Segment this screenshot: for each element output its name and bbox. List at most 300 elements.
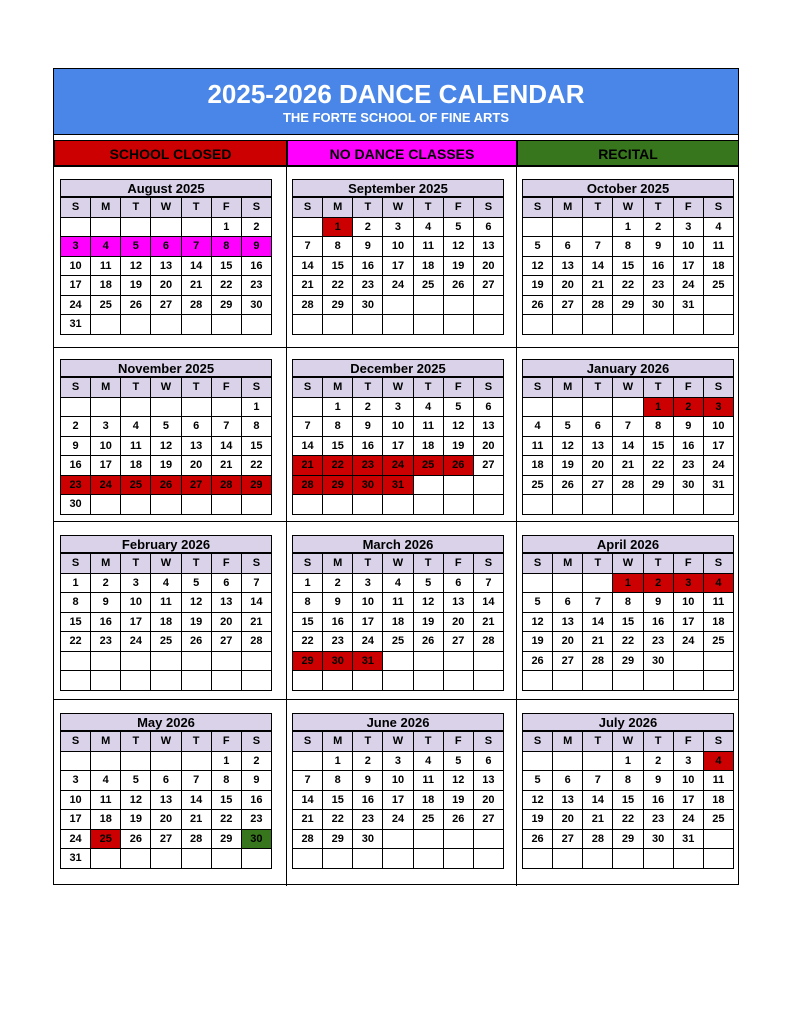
week-row	[61, 237, 272, 257]
day-cell: 13	[473, 417, 503, 437]
day-cell: 5	[151, 417, 181, 437]
day-cell: 30	[353, 295, 383, 315]
week-row	[523, 276, 734, 296]
day-cell: 10	[353, 593, 383, 613]
calendar-header	[54, 69, 738, 135]
empty-day-cell	[643, 495, 673, 515]
day-cell: 13	[443, 593, 473, 613]
day-cell: 4	[151, 573, 181, 593]
day-cell: 29	[323, 829, 353, 849]
day-cell: 19	[151, 456, 181, 476]
day-cell: 7	[211, 417, 241, 437]
month-grid	[292, 553, 504, 691]
weekday-header-row	[523, 378, 734, 398]
week-row	[293, 771, 504, 791]
empty-day-cell	[613, 397, 643, 417]
day-cell: 9	[643, 237, 673, 257]
week-row	[523, 671, 734, 691]
day-cell: 28	[241, 632, 271, 652]
empty-day-cell	[241, 671, 271, 691]
empty-day-cell	[353, 849, 383, 869]
empty-day-cell	[91, 495, 121, 515]
day-cell: 5	[121, 771, 151, 791]
week-row	[523, 436, 734, 456]
empty-day-cell	[583, 397, 613, 417]
day-cell: 2	[353, 397, 383, 417]
day-cell: 12	[151, 436, 181, 456]
empty-day-cell	[323, 849, 353, 869]
day-cell: 24	[703, 456, 733, 476]
legend-recital: RECITAL	[517, 140, 739, 166]
day-cell: 26	[443, 810, 473, 830]
day-cell: 23	[323, 632, 353, 652]
empty-day-cell	[413, 475, 443, 495]
empty-day-cell	[181, 397, 211, 417]
day-cell: 25	[523, 475, 553, 495]
empty-day-cell	[703, 315, 733, 335]
weekday-label: T	[121, 554, 151, 574]
empty-day-cell	[293, 397, 323, 417]
day-cell: 9	[241, 237, 271, 257]
empty-day-cell	[553, 397, 583, 417]
weekday-header-row	[293, 732, 504, 752]
day-cell: 8	[613, 593, 643, 613]
empty-day-cell	[413, 495, 443, 515]
empty-day-cell	[473, 295, 503, 315]
day-cell: 3	[383, 751, 413, 771]
day-cell: 2	[61, 417, 91, 437]
day-cell: 6	[151, 237, 181, 257]
weekday-label: T	[583, 198, 613, 218]
month-title: June 2026	[292, 713, 504, 731]
day-cell: 29	[211, 295, 241, 315]
day-cell: 1	[323, 217, 353, 237]
week-row	[293, 849, 504, 869]
weekday-label: S	[241, 198, 271, 218]
weekday-label: F	[673, 198, 703, 218]
weekday-label: S	[293, 732, 323, 752]
day-cell: 7	[613, 417, 643, 437]
empty-day-cell	[643, 849, 673, 869]
empty-day-cell	[473, 651, 503, 671]
empty-day-cell	[553, 217, 583, 237]
day-cell: 15	[211, 790, 241, 810]
weekday-label: T	[643, 198, 673, 218]
day-cell: 12	[413, 593, 443, 613]
day-cell: 18	[703, 256, 733, 276]
day-cell: 5	[553, 417, 583, 437]
month-grid	[292, 197, 504, 335]
month-calendar	[60, 713, 272, 869]
empty-day-cell	[353, 315, 383, 335]
weekday-header-row	[523, 198, 734, 218]
day-cell: 25	[413, 276, 443, 296]
empty-day-cell	[241, 651, 271, 671]
empty-day-cell	[523, 751, 553, 771]
day-cell: 12	[181, 593, 211, 613]
empty-day-cell	[613, 671, 643, 691]
week-row	[523, 315, 734, 335]
month-calendar	[522, 535, 734, 691]
empty-day-cell	[613, 495, 643, 515]
day-cell: 28	[211, 475, 241, 495]
weekday-label: M	[91, 198, 121, 218]
day-cell: 26	[443, 456, 473, 476]
day-cell: 18	[91, 276, 121, 296]
empty-day-cell	[121, 397, 151, 417]
day-cell: 13	[473, 237, 503, 257]
empty-day-cell	[643, 671, 673, 691]
week-row	[61, 276, 272, 296]
empty-day-cell	[91, 849, 121, 869]
day-cell: 30	[643, 651, 673, 671]
empty-day-cell	[293, 751, 323, 771]
empty-day-cell	[61, 217, 91, 237]
day-cell: 30	[353, 829, 383, 849]
day-cell: 26	[443, 276, 473, 296]
weekday-label: S	[241, 732, 271, 752]
empty-day-cell	[211, 849, 241, 869]
day-cell: 28	[583, 651, 613, 671]
empty-day-cell	[673, 495, 703, 515]
empty-day-cell	[443, 829, 473, 849]
weekday-label: W	[383, 378, 413, 398]
day-cell: 20	[473, 256, 503, 276]
day-cell: 9	[673, 417, 703, 437]
day-cell: 19	[121, 276, 151, 296]
day-cell: 14	[613, 436, 643, 456]
weekday-label: W	[383, 198, 413, 218]
day-cell: 21	[181, 810, 211, 830]
day-cell: 22	[323, 810, 353, 830]
day-cell: 5	[523, 593, 553, 613]
day-cell: 3	[383, 217, 413, 237]
day-cell: 29	[613, 829, 643, 849]
day-cell: 8	[643, 417, 673, 437]
week-row	[523, 612, 734, 632]
day-cell: 1	[613, 573, 643, 593]
weekday-label: S	[473, 198, 503, 218]
day-cell: 8	[613, 237, 643, 257]
week-row	[61, 573, 272, 593]
day-cell: 12	[121, 790, 151, 810]
day-cell: 17	[383, 436, 413, 456]
week-row	[523, 295, 734, 315]
day-cell: 9	[241, 771, 271, 791]
empty-day-cell	[643, 315, 673, 335]
weekday-label: S	[61, 198, 91, 218]
month-title: October 2025	[522, 179, 734, 197]
day-cell: 24	[673, 276, 703, 296]
day-cell: 15	[643, 436, 673, 456]
week-row	[293, 573, 504, 593]
week-row	[61, 475, 272, 495]
day-cell: 16	[241, 790, 271, 810]
day-cell: 5	[443, 751, 473, 771]
day-cell: 25	[703, 632, 733, 652]
weekday-label: M	[323, 732, 353, 752]
day-cell: 3	[61, 237, 91, 257]
empty-day-cell	[443, 671, 473, 691]
day-cell: 18	[703, 790, 733, 810]
weekday-label: T	[413, 732, 443, 752]
day-cell: 9	[643, 593, 673, 613]
empty-day-cell	[211, 651, 241, 671]
weekday-label: S	[523, 554, 553, 574]
day-cell: 23	[643, 276, 673, 296]
weekday-label: T	[181, 378, 211, 398]
day-cell: 19	[553, 456, 583, 476]
weekday-label: T	[413, 198, 443, 218]
week-row	[523, 237, 734, 257]
day-cell: 25	[383, 632, 413, 652]
day-cell: 4	[413, 217, 443, 237]
legend-school-closed: SCHOOL CLOSED	[54, 140, 287, 166]
week-row	[293, 632, 504, 652]
day-cell: 1	[61, 573, 91, 593]
week-row	[293, 475, 504, 495]
weekday-label: T	[181, 198, 211, 218]
day-cell: 3	[383, 397, 413, 417]
day-cell: 5	[523, 771, 553, 791]
week-row	[293, 276, 504, 296]
weekday-label: T	[121, 378, 151, 398]
day-cell: 22	[241, 456, 271, 476]
week-row	[61, 810, 272, 830]
day-cell: 12	[523, 612, 553, 632]
empty-day-cell	[583, 217, 613, 237]
day-cell: 21	[293, 276, 323, 296]
weekday-label: W	[613, 378, 643, 398]
day-cell: 4	[703, 217, 733, 237]
day-cell: 17	[673, 256, 703, 276]
weekday-label: W	[613, 198, 643, 218]
empty-day-cell	[613, 315, 643, 335]
day-cell: 19	[413, 612, 443, 632]
day-cell: 13	[473, 771, 503, 791]
day-cell: 14	[583, 256, 613, 276]
day-cell: 31	[673, 829, 703, 849]
weekday-label: W	[383, 732, 413, 752]
empty-day-cell	[181, 849, 211, 869]
day-cell: 15	[241, 436, 271, 456]
day-cell: 16	[61, 456, 91, 476]
weekday-label: T	[353, 378, 383, 398]
day-cell: 6	[473, 217, 503, 237]
day-cell: 4	[91, 237, 121, 257]
day-cell: 31	[61, 315, 91, 335]
day-cell: 28	[293, 295, 323, 315]
empty-day-cell	[443, 495, 473, 515]
empty-day-cell	[553, 671, 583, 691]
day-cell: 20	[583, 456, 613, 476]
day-cell: 25	[121, 475, 151, 495]
empty-day-cell	[673, 849, 703, 869]
empty-day-cell	[583, 671, 613, 691]
empty-day-cell	[181, 671, 211, 691]
day-cell: 27	[443, 632, 473, 652]
day-cell: 7	[583, 237, 613, 257]
day-cell: 17	[91, 456, 121, 476]
empty-day-cell	[443, 849, 473, 869]
empty-day-cell	[211, 315, 241, 335]
week-row	[293, 456, 504, 476]
day-cell: 23	[91, 632, 121, 652]
day-cell: 31	[353, 651, 383, 671]
day-cell: 20	[151, 276, 181, 296]
month-grid	[60, 197, 272, 335]
empty-day-cell	[673, 651, 703, 671]
day-cell: 4	[703, 751, 733, 771]
day-cell: 10	[91, 436, 121, 456]
month-calendar	[60, 535, 272, 691]
month-title: April 2026	[522, 535, 734, 553]
day-cell: 21	[211, 456, 241, 476]
day-cell: 23	[353, 810, 383, 830]
day-cell: 24	[61, 829, 91, 849]
day-cell: 18	[523, 456, 553, 476]
day-cell: 27	[181, 475, 211, 495]
day-cell: 25	[703, 810, 733, 830]
day-cell: 23	[353, 456, 383, 476]
weekday-label: T	[413, 554, 443, 574]
month-grid	[292, 731, 504, 869]
weekday-label: W	[151, 198, 181, 218]
empty-day-cell	[181, 751, 211, 771]
day-cell: 16	[353, 790, 383, 810]
day-cell: 21	[583, 276, 613, 296]
month-grid	[60, 377, 272, 515]
day-cell: 26	[523, 829, 553, 849]
weekday-label: M	[323, 198, 353, 218]
day-cell: 18	[413, 436, 443, 456]
day-cell: 10	[673, 593, 703, 613]
day-cell: 9	[91, 593, 121, 613]
week-row	[523, 810, 734, 830]
empty-day-cell	[523, 495, 553, 515]
column-divider	[516, 167, 517, 886]
row-divider	[54, 347, 738, 348]
month-calendar	[522, 713, 734, 869]
day-cell: 3	[121, 573, 151, 593]
day-cell: 10	[121, 593, 151, 613]
empty-day-cell	[181, 315, 211, 335]
day-cell: 7	[293, 237, 323, 257]
weekday-label: T	[643, 554, 673, 574]
day-cell: 13	[553, 612, 583, 632]
empty-day-cell	[211, 671, 241, 691]
day-cell: 26	[181, 632, 211, 652]
day-cell: 19	[523, 632, 553, 652]
day-cell: 29	[613, 295, 643, 315]
day-cell: 10	[61, 790, 91, 810]
month-calendar	[522, 359, 734, 515]
day-cell: 21	[181, 276, 211, 296]
day-cell: 30	[673, 475, 703, 495]
empty-day-cell	[703, 671, 733, 691]
day-cell: 5	[121, 237, 151, 257]
month-title: May 2026	[60, 713, 272, 731]
day-cell: 15	[613, 612, 643, 632]
weekday-label: T	[353, 198, 383, 218]
day-cell: 5	[413, 573, 443, 593]
day-cell: 10	[383, 237, 413, 257]
weekday-label: F	[211, 732, 241, 752]
day-cell: 4	[91, 771, 121, 791]
day-cell: 18	[413, 256, 443, 276]
day-cell: 26	[121, 295, 151, 315]
week-row	[523, 632, 734, 652]
day-cell: 8	[323, 417, 353, 437]
day-cell: 19	[523, 810, 553, 830]
weekday-header-row	[523, 554, 734, 574]
day-cell: 16	[353, 436, 383, 456]
day-cell: 21	[613, 456, 643, 476]
day-cell: 8	[211, 237, 241, 257]
empty-day-cell	[703, 829, 733, 849]
empty-day-cell	[181, 217, 211, 237]
calendar-subtitle: THE FORTE SCHOOL OF FINE ARTS	[282, 110, 510, 125]
empty-day-cell	[703, 651, 733, 671]
empty-day-cell	[121, 671, 151, 691]
day-cell: 17	[353, 612, 383, 632]
day-cell: 15	[323, 790, 353, 810]
empty-day-cell	[91, 751, 121, 771]
week-row	[61, 217, 272, 237]
day-cell: 19	[121, 810, 151, 830]
day-cell: 5	[523, 237, 553, 257]
day-cell: 17	[61, 810, 91, 830]
day-cell: 26	[523, 651, 553, 671]
day-cell: 27	[553, 295, 583, 315]
day-cell: 11	[703, 237, 733, 257]
day-cell: 11	[413, 417, 443, 437]
empty-day-cell	[293, 849, 323, 869]
weekday-label: T	[413, 378, 443, 398]
day-cell: 7	[293, 417, 323, 437]
empty-day-cell	[91, 671, 121, 691]
day-cell: 23	[61, 475, 91, 495]
empty-day-cell	[151, 751, 181, 771]
empty-day-cell	[151, 651, 181, 671]
weekday-header-row	[61, 732, 272, 752]
empty-day-cell	[121, 495, 151, 515]
weekday-label: W	[613, 732, 643, 752]
day-cell: 13	[553, 790, 583, 810]
weekday-label: T	[181, 554, 211, 574]
week-row	[61, 256, 272, 276]
empty-day-cell	[211, 495, 241, 515]
day-cell: 19	[181, 612, 211, 632]
day-cell: 30	[241, 829, 271, 849]
day-cell: 22	[643, 456, 673, 476]
day-cell: 27	[151, 295, 181, 315]
week-row	[523, 456, 734, 476]
day-cell: 13	[553, 256, 583, 276]
empty-day-cell	[583, 495, 613, 515]
day-cell: 2	[643, 573, 673, 593]
weekday-label: M	[553, 732, 583, 752]
week-row	[293, 671, 504, 691]
week-row	[523, 397, 734, 417]
day-cell: 11	[413, 237, 443, 257]
day-cell: 20	[473, 790, 503, 810]
weekday-label: S	[61, 554, 91, 574]
empty-day-cell	[383, 651, 413, 671]
month-title: July 2026	[522, 713, 734, 731]
weekday-label: W	[151, 732, 181, 752]
day-cell: 30	[643, 295, 673, 315]
